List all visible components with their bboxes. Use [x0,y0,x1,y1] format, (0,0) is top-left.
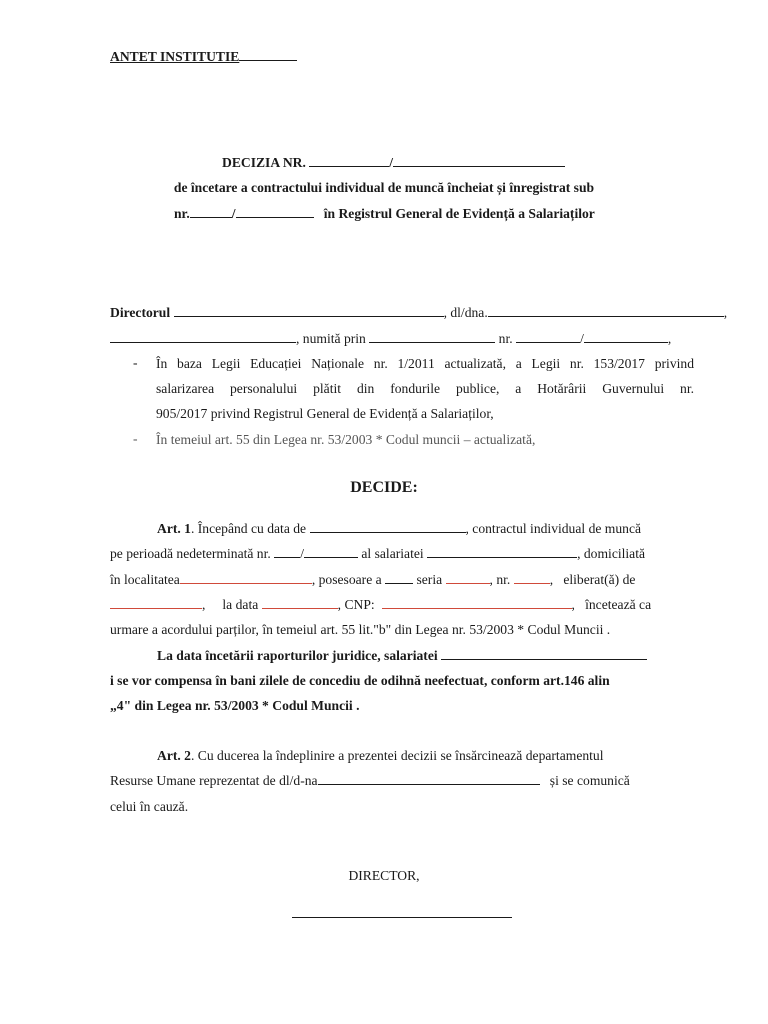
art1-line-3 [110,571,635,589]
id-series-blank[interactable] [446,571,490,584]
comma: , [667,331,672,346]
art1-line-1 [157,520,641,538]
art1-label: Art. 1 [157,521,191,536]
contract-date-blank[interactable] [236,205,314,218]
act-nr-blank[interactable] [516,330,580,343]
slash: / [300,546,304,561]
art2-line-2 [110,772,630,790]
numita-label: , numită prin [296,331,366,346]
art1-text: , posesoare a [311,572,382,587]
art2-line-1 [157,747,604,765]
locality-blank[interactable] [180,571,312,584]
bullet-dash: - [133,431,138,446]
comma: , [723,305,728,320]
director-signature-label: DIRECTOR, [348,868,420,883]
art1-text: seria [416,572,443,587]
dldna-blank[interactable] [488,304,724,317]
slash: / [389,155,394,170]
legal-basis-line-1: În baza Legii Educației Naționale nr. 1/2011 actualizată, a Legii nr. 153/2017 privind [156,356,694,371]
id-number-blank[interactable] [514,571,550,584]
antet-blank[interactable] [239,48,297,61]
director-line [110,304,727,322]
slash: / [580,331,584,346]
art1-text: , CNP: [337,597,375,612]
decision-number-line [222,154,565,172]
start-date-blank[interactable] [310,520,466,533]
art1-text: încetează ca [585,597,652,612]
art1-text: , domiciliată [577,546,646,561]
act-date-blank[interactable] [584,330,668,343]
institution-header [110,48,297,66]
registry-line [174,205,595,223]
bullet-dash: - [133,355,138,370]
art1-text: , nr. [489,572,511,587]
appointee-blank[interactable] [110,330,296,343]
art1-text: , [571,597,575,612]
hr-representative-blank[interactable] [318,772,540,785]
slash: / [231,206,236,221]
art1-text: al salariatei [361,546,424,561]
art1-text: eliberat(ă) de [563,572,636,587]
labor-code-line: În temeiul art. 55 din Legea nr. 53/2003 * Codul muncii – actualizată, [156,432,536,447]
director-name-blank[interactable] [174,304,444,317]
art1-text: în localitatea [110,572,180,587]
art1-bold-text: La data încetării raporturilor juridice, salariatei [157,648,438,663]
decision-date-blank[interactable] [393,154,565,167]
id-type-blank[interactable] [385,571,413,584]
appointment-line [110,330,671,348]
employee-name-2-blank[interactable] [441,647,647,660]
issue-date-blank[interactable] [262,596,338,609]
art1-text: , [202,597,206,612]
nr-label: nr. [174,206,190,221]
appointment-act-blank[interactable] [369,330,495,343]
art2-label: Art. 2 [157,748,191,763]
art1-bold-line-3: „4" din Legea nr. 53/2003 * Codul Muncii . [110,698,360,713]
art1-text: , contractul individual de muncă [465,521,642,536]
contract-nr-blank[interactable] [190,205,232,218]
contract-date-blank[interactable] [304,545,358,558]
dldna-label: , dl/dna. [443,305,488,320]
art1-line-4 [110,596,651,614]
art1-bold-line-1 [157,647,647,665]
contract-nr-blank[interactable] [274,545,300,558]
art1-line-5: urmare a acordului parților, în temeiul art. 55 lit."b" din Legea nr. 53/2003 * Codul Muncii . [110,622,611,637]
legal-basis-line-2: salarizarea personalului plătit din fondurile publice, a Hotărârii Guvernului nr. [156,381,694,396]
art1-line-2 [110,545,645,563]
decide-heading: DECIDE: [350,479,418,496]
art1-bold-line-2: i se vor compensa în bani zilele de concediu de odihnă neefectuat, conform art.146 alin [110,673,610,688]
art1-text: pe perioadă nedeterminată nr. [110,546,271,561]
registry-text: în Registrul General de Evidență a Salariaților [323,206,595,221]
nr-label: nr. [498,331,513,346]
decision-label: DECIZIA NR. [222,155,306,170]
art2-text: și se comunică [549,773,630,788]
signature-line[interactable] [292,905,512,918]
title-subline: de încetare a contractului individual de muncă încheiat și înregistrat sub [173,180,595,195]
art1-text: , [549,572,554,587]
decision-number-blank[interactable] [309,154,389,167]
art1-text: . Începând cu data de [190,521,307,536]
art2-text: Resurse Umane reprezentat de dl/d-na [110,773,318,788]
art2-line-3: celui în cauză. [110,799,189,814]
cnp-blank[interactable] [382,596,572,609]
legal-basis-line-3: 905/2017 privind Registrul General de Evidență a Salariaților, [156,406,494,421]
antet-label: ANTET INSTITUTIE [110,49,240,64]
art2-text: . Cu ducerea la îndeplinire a prezentei decizii se însărcinează departamentul [190,748,604,763]
issuer-blank[interactable] [110,596,202,609]
directorul-label: Directorul [110,305,171,320]
art1-text: la data [222,597,259,612]
employee-name-blank[interactable] [427,545,577,558]
